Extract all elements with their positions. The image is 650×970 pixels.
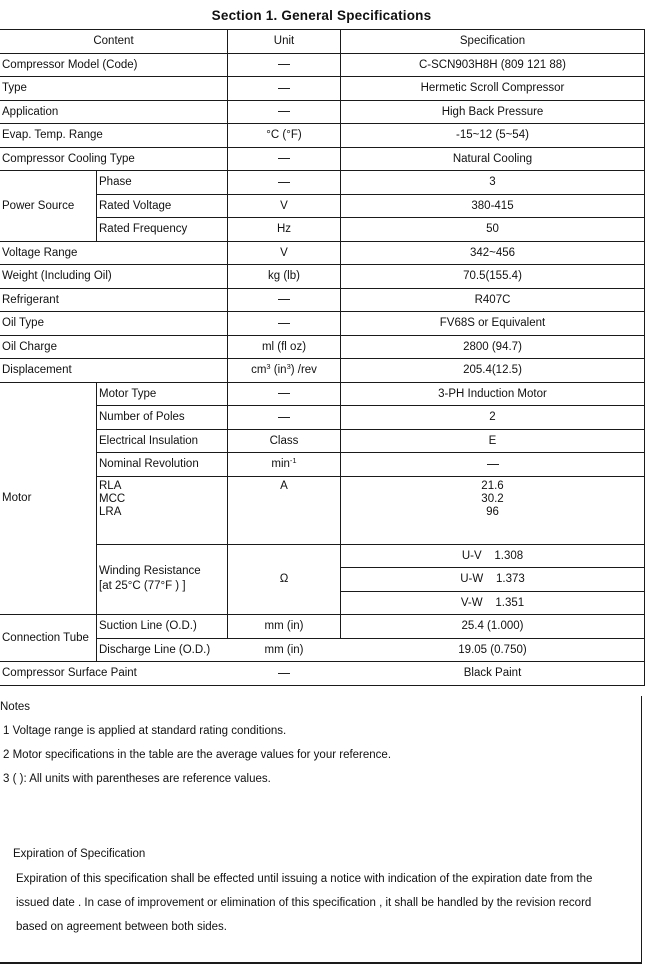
- row-unit: ml (fl oz): [228, 335, 341, 359]
- row-spec-currents: [341, 476, 645, 544]
- dash-icon: [278, 64, 290, 65]
- row-spec: -15~12 (5~54): [341, 124, 645, 148]
- row-spec: FV68S or Equivalent: [341, 312, 645, 336]
- note-item: 3 ( ): All units with parentheses are reference values.: [3, 773, 271, 785]
- dash-icon: [278, 393, 290, 394]
- table-row-winding: [0, 544, 645, 568]
- table-row: [0, 453, 645, 477]
- row-spec: 50: [341, 218, 645, 242]
- row-label-winding: [97, 544, 228, 615]
- row-spec: 3: [341, 171, 645, 195]
- unit-superscript: 3: [286, 362, 291, 372]
- current-label: LRA: [99, 505, 122, 518]
- notes-heading: Notes: [0, 701, 31, 713]
- row-unit: kg (lb): [228, 265, 341, 289]
- row-label: Application: [0, 100, 228, 124]
- table-row: [0, 382, 645, 406]
- table-row-currents: [0, 476, 645, 544]
- row-label: Oil Charge: [0, 335, 228, 359]
- row-unit: °C (°F): [228, 124, 341, 148]
- winding-label-line: Winding Resistance: [99, 565, 201, 578]
- row-spec: 342~456: [341, 241, 645, 265]
- row-unit: [228, 662, 341, 686]
- row-label: Phase: [97, 171, 228, 195]
- table-row: [0, 171, 645, 195]
- row-label: Voltage Range: [0, 241, 228, 265]
- notes-section: [0, 696, 642, 964]
- row-unit: [228, 359, 341, 383]
- row-spec: Hermetic Scroll Compressor: [341, 77, 645, 101]
- row-unit: V: [228, 194, 341, 218]
- row-unit: [228, 288, 341, 312]
- spec-table: [0, 29, 644, 686]
- row-spec: C-SCN903H8H (809 121 88): [341, 53, 645, 77]
- row-unit: [228, 53, 341, 77]
- row-spec: 2: [341, 406, 645, 430]
- dash-icon: [278, 417, 290, 418]
- row-label-currents: [97, 476, 228, 544]
- row-label: Displacement: [0, 359, 228, 383]
- row-unit: A: [228, 476, 341, 544]
- winding-value: [341, 568, 645, 592]
- table-row: [0, 53, 645, 77]
- row-label: Compressor Cooling Type: [0, 147, 228, 171]
- row-unit: [228, 147, 341, 171]
- table-row: [0, 406, 645, 430]
- row-unit: [228, 453, 341, 477]
- row-label: Weight (Including Oil): [0, 265, 228, 289]
- dash-icon: [278, 323, 290, 324]
- winding-ohms: 1.373: [496, 573, 525, 586]
- row-unit: Hz: [228, 218, 341, 242]
- row-label: Type: [0, 77, 228, 101]
- dash-icon: [487, 464, 499, 465]
- winding-pair: V-W: [460, 596, 483, 609]
- group-label-power-source: Power Source: [0, 171, 97, 242]
- row-label: Rated Voltage: [97, 194, 228, 218]
- row-spec: 2800 (94.7): [341, 335, 645, 359]
- row-label: Evap. Temp. Range: [0, 124, 228, 148]
- table-row: [0, 100, 645, 124]
- winding-pair: U-W: [460, 573, 484, 586]
- row-unit: [228, 406, 341, 430]
- winding-value: [341, 544, 645, 568]
- table-row: [0, 77, 645, 101]
- winding-value: [341, 591, 645, 615]
- table-row: [0, 335, 645, 359]
- note-item: 2 Motor specifications in the table are the average values for your reference.: [3, 749, 392, 761]
- table-row: [0, 359, 645, 383]
- row-unit: [228, 171, 341, 195]
- winding-label-line: [at 25°C (77°F ) ]: [99, 580, 186, 593]
- dash-icon: [278, 111, 290, 112]
- table-row: [0, 241, 645, 265]
- winding-pair: U-V: [461, 549, 482, 562]
- dash-icon: [278, 158, 290, 159]
- row-unit: [228, 77, 341, 101]
- row-spec: Natural Cooling: [341, 147, 645, 171]
- table-row: [0, 429, 645, 453]
- table-row: [0, 147, 645, 171]
- row-label: Number of Poles: [97, 406, 228, 430]
- row-spec: R407C: [341, 288, 645, 312]
- table-row: [0, 662, 645, 686]
- row-spec: E: [341, 429, 645, 453]
- dash-icon: [278, 673, 290, 674]
- current-value: 30.2: [481, 492, 504, 505]
- row-unit: [228, 312, 341, 336]
- row-label: Oil Type: [0, 312, 228, 336]
- table-row: [0, 288, 645, 312]
- row-label: Discharge Line (O.D.): [97, 638, 228, 662]
- expiration-text-line: based on agreement between both sides.: [16, 921, 227, 933]
- dash-icon: [278, 182, 290, 183]
- group-label-connection-tube: Connection Tube: [0, 615, 97, 662]
- row-spec: 380-415: [341, 194, 645, 218]
- table-row: [0, 265, 645, 289]
- row-spec: 25.4 (1.000): [341, 615, 645, 639]
- current-value: 96: [486, 505, 499, 518]
- expiration-text-line: Expiration of this specification shall be effected until issuing a notice with indication of the expiration date from the: [16, 873, 593, 885]
- table-row: [0, 218, 645, 242]
- dash-icon: [278, 299, 290, 300]
- current-label: MCC: [99, 492, 126, 505]
- row-spec: Black Paint: [341, 662, 645, 686]
- table-row: [0, 615, 645, 639]
- row-spec: 70.5(155.4): [341, 265, 645, 289]
- row-label: Nominal Revolution: [97, 453, 228, 477]
- winding-ohms: 1.351: [495, 596, 525, 609]
- expiration-heading: Expiration of Specification: [13, 848, 146, 860]
- table-row: [0, 194, 645, 218]
- row-spec: 205.4(12.5): [341, 359, 645, 383]
- row-label: Refrigerant: [0, 288, 228, 312]
- header-unit: Unit: [228, 30, 341, 54]
- unit-superscript: 3: [266, 362, 271, 372]
- table-row: [0, 312, 645, 336]
- note-item: 1 Voltage range is applied at standard rating conditions.: [3, 725, 287, 737]
- row-unit: mm (in): [228, 638, 341, 662]
- row-label: Rated Frequency: [97, 218, 228, 242]
- table-row: [0, 638, 645, 662]
- table-row: [0, 124, 645, 148]
- winding-ohms: 1.308: [494, 549, 524, 562]
- row-label: Suction Line (O.D.): [97, 615, 228, 639]
- row-unit: V: [228, 241, 341, 265]
- row-label: Compressor Surface Paint: [0, 662, 228, 686]
- section-title: Section 1. General Specifications: [211, 8, 432, 23]
- row-label: Motor Type: [97, 382, 228, 406]
- unit-part: cm: [251, 364, 267, 377]
- row-label: Compressor Model (Code): [0, 53, 228, 77]
- unit-part: (in: [270, 364, 287, 377]
- row-spec: 19.05 (0.750): [341, 638, 645, 662]
- unit-part: ) /rev: [290, 364, 317, 377]
- table-header-row: [0, 30, 645, 54]
- row-spec: 3-PH Induction Motor: [341, 382, 645, 406]
- row-unit: mm (in): [228, 615, 341, 639]
- row-unit: Class: [228, 429, 341, 453]
- unit-part: min: [271, 458, 290, 471]
- group-label-motor: Motor: [0, 382, 97, 615]
- unit-superscript: -1: [289, 456, 297, 466]
- row-label: Electrical Insulation: [97, 429, 228, 453]
- expiration-text-line: issued date . In case of improvement or elimination of this specification , it shall be handled by the revision record: [16, 897, 592, 909]
- row-unit: [228, 382, 341, 406]
- header-specification: Specification: [341, 30, 645, 54]
- row-unit: [228, 100, 341, 124]
- row-spec: [341, 453, 645, 477]
- row-unit: Ω: [228, 544, 341, 615]
- row-spec: High Back Pressure: [341, 100, 645, 124]
- dash-icon: [278, 88, 290, 89]
- current-label: RLA: [99, 479, 122, 492]
- header-content: Content: [0, 30, 228, 54]
- current-value: 21.6: [481, 479, 504, 492]
